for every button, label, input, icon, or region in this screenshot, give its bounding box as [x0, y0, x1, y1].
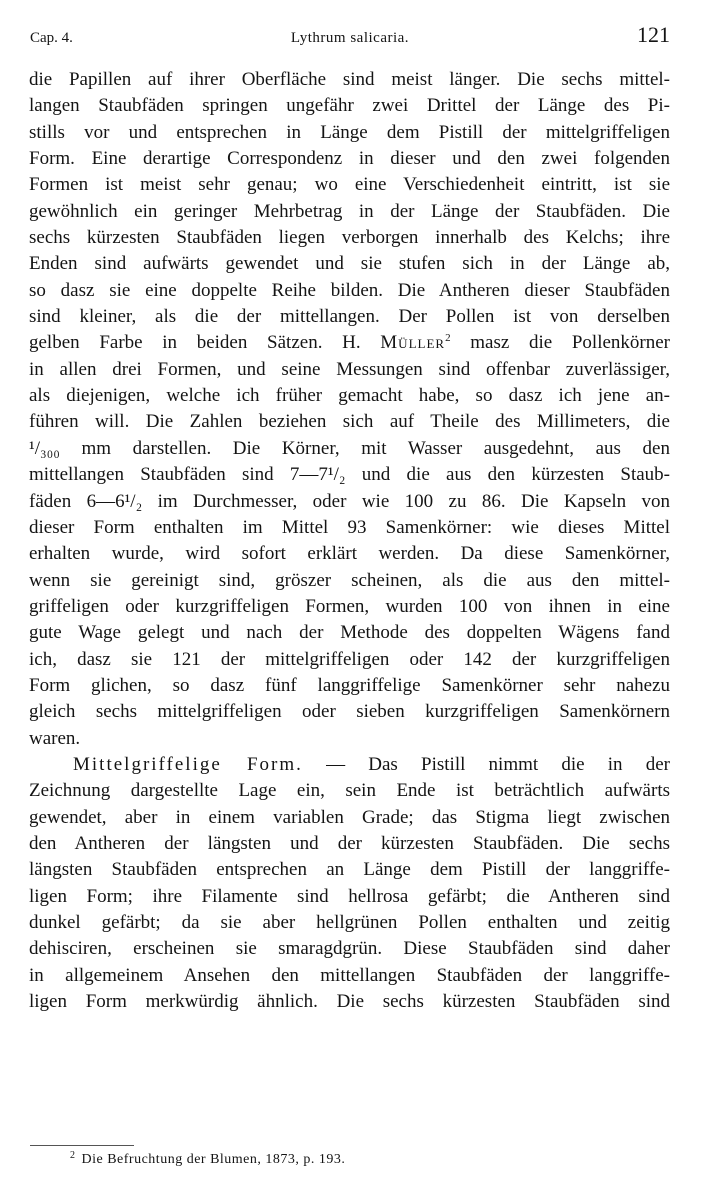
text-line: gleich sechs mittelgriffeligen oder sieben kurzgriffeligen Samenkörnern: [29, 701, 670, 723]
footnote-divider: [30, 1145, 134, 1146]
text-line: in allen drei Formen, und seine Messungen sind offenbar zuverlässiger,: [29, 358, 670, 380]
text-segment: gelben Farbe in beiden Sätzen. H.: [29, 332, 361, 354]
body-text: [29, 67, 670, 1015]
section-heading: Mittelgriffelige Form.: [73, 753, 303, 775]
author-name: Müller: [380, 332, 446, 354]
page-number: 121: [637, 22, 670, 47]
text-line: gewöhnlich ein geringer Mehrbetrag in der Länge der Staubfäden. Die: [29, 200, 670, 222]
running-header: [30, 22, 670, 52]
text-line: Form. Eine derartige Correspondenz in dieser und den zwei folgenden: [29, 148, 670, 170]
text-line: gewendet, aber in einem variablen Grade; das Stigma liegt zwischen: [29, 806, 670, 828]
text-line: Form glichen, so dasz fünf langgriffelige Samenkörner sehr nahezu: [29, 674, 670, 696]
text-line: dehisciren, erscheinen sie smaragdgrün. Diese Staubfäden sind daher: [29, 938, 670, 960]
text-line: sind kleiner, als die der mittellangen. Der Pollen ist von derselben: [29, 306, 670, 328]
footnote-number: 2: [70, 1150, 76, 1161]
text-line: die Papillen auf ihrer Oberfläche sind meist länger. Die sechs mittel-: [29, 69, 670, 90]
paragraph-long-styled-form-continued: [29, 67, 670, 752]
text-line: [29, 330, 670, 356]
text-line: dunkel gefärbt; da sie aber hellgrünen Pollen enthalten und zeitig: [29, 912, 670, 933]
text-segment: — Das Pistill nimmt die in der: [326, 753, 670, 775]
text-line: so dasz sie eine doppelte Reihe bilden. Die Antheren dieser Staubfäden: [29, 279, 670, 301]
footnote-text: Die Befruchtung der Blumen, 1873, p. 193.: [81, 1152, 346, 1167]
text-line: den Antheren der längsten und der kürzesten Staubfäden. Die sechs: [29, 832, 670, 854]
text-line: ligen Form; ihre Filamente sind hellrosa gefärbt; die Antheren sind: [29, 885, 670, 907]
text-line: Zeichnung dargestellte Lage ein, sein Ende ist beträchtlich aufwärts: [29, 780, 670, 802]
text-line: [29, 752, 670, 778]
text-line: griffeligen oder kurzgriffeligen Formen, wurden 100 von ihnen in eine: [29, 595, 670, 617]
footnote: [70, 1152, 345, 1168]
text-line: als diejenigen, welche ich früher gemacht habe, so dasz ich jene an-: [29, 385, 670, 407]
text-line: in allgemeinem Ansehen den mittellangen Staubfäden der langgriffe-: [29, 964, 670, 986]
text-line: ich, dasz sie 121 der mittelgriffeligen oder 142 der kurzgriffeligen: [29, 648, 670, 670]
footnote-reference[interactable]: 2: [445, 332, 451, 345]
text-line: waren.: [29, 727, 81, 749]
text-line: ligen Form merkwürdig ähnlich. Die sechs kürzesten Staubfäden sind: [29, 991, 670, 1013]
text-line: gute Wage gelegt und nach der Methode des doppelten Wägens fand: [29, 622, 670, 644]
running-title: Lythrum salicaria.: [290, 30, 410, 46]
text-line: Enden sind aufwärts gewendet und sie stufen sich in der Länge ab,: [29, 253, 670, 275]
text-line: mittellangen Staubfäden sind 7—7¹/₂ und die aus den kürzesten Staub-: [29, 464, 670, 486]
text-line: längsten Staubfäden entsprechen an Länge dem Pistill der langgriffe-: [29, 859, 670, 881]
text-line: stills vor und entsprechen in Länge dem Pistill der mittelgriffeligen: [29, 121, 670, 143]
text-line: langen Staubfäden springen ungefähr zwei Drittel der Länge des Pi-: [29, 95, 670, 117]
text-line: wenn sie gereinigt sind, gröszer scheinen, als die aus den mittel-: [29, 569, 670, 591]
paragraph-mid-styled-form: [29, 752, 670, 1015]
text-line: sechs kürzesten Staubfäden liegen verborgen innerhalb des Kelchs; ihre: [29, 227, 670, 249]
text-line: fäden 6—6¹/₂ im Durchmesser, oder wie 100 zu 86. Die Kapseln von: [29, 490, 670, 512]
text-line: erhalten wurde, wird sofort erklärt werden. Da diese Samenkörner,: [29, 543, 670, 565]
text-segment: masz die Pollenkörner: [470, 332, 671, 354]
chapter-label: Cap. 4.: [30, 30, 73, 46]
text-line: Formen ist meist sehr genau; wo eine Verschiedenheit eintritt, ist sie: [29, 174, 670, 196]
text-line: ¹/₃₀₀ mm darstellen. Die Körner, mit Wasser ausgedehnt, aus den: [29, 437, 670, 459]
text-line: dieser Form enthalten im Mittel 93 Samenkörner: wie dieses Mittel: [29, 516, 670, 538]
text-line: führen will. Die Zahlen beziehen sich auf Theile des Millimeters, die: [29, 411, 670, 433]
